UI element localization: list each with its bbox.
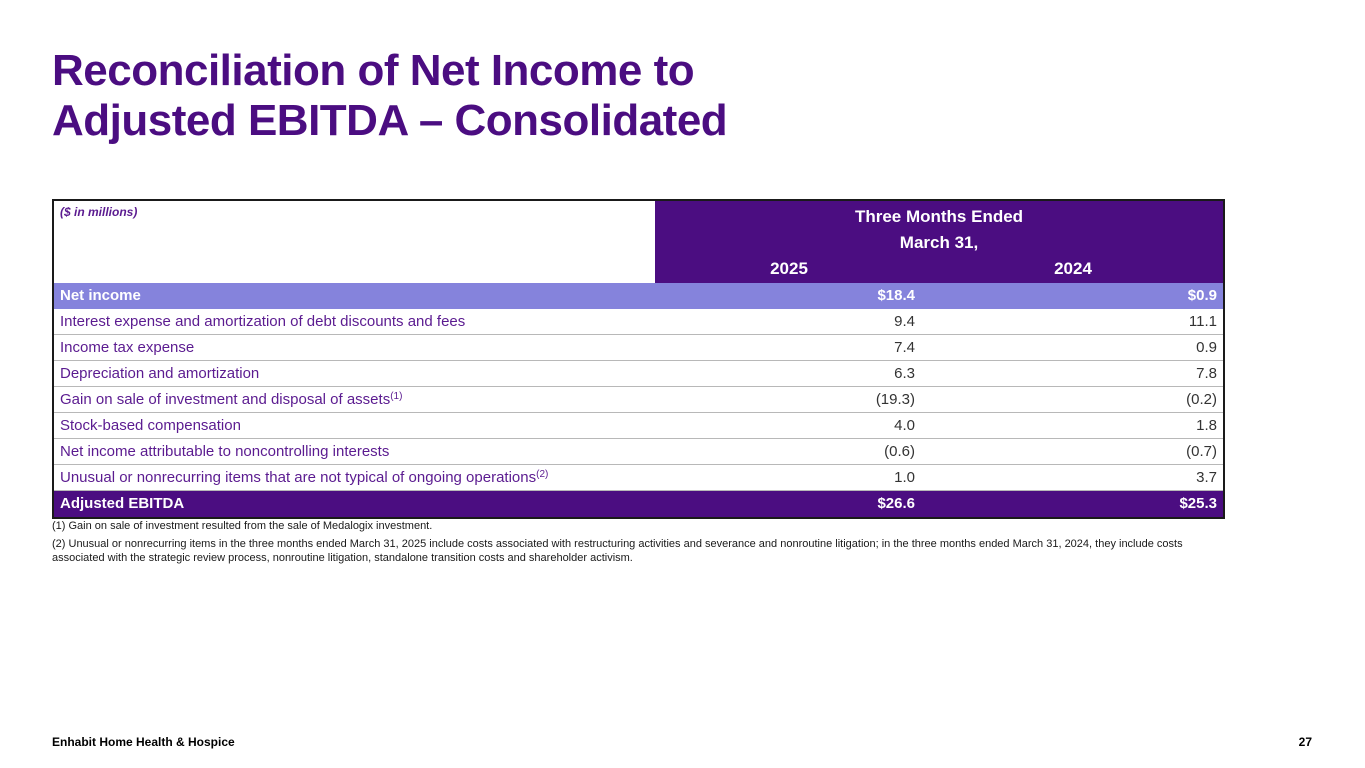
row-label-text: Interest expense and amortization of debt discounts and fees [60,313,466,330]
table-row-stock-compensation [54,413,1223,439]
row-value-2025: 9.4 [894,313,915,330]
row-value-2024: 1.8 [1196,417,1217,434]
period-header-line2: March 31, [899,233,979,252]
slide-title-line1: Reconciliation of Net Income to [52,46,695,95]
row-value-2025: (19.3) [875,391,915,408]
table-row-noncontrolling-interests [54,439,1223,465]
row-value-2024: $0.9 [1187,287,1217,304]
row-label-text: Stock-based compensation [60,417,241,434]
row-value-2024: (0.2) [1186,391,1217,408]
row-value-2025: $26.6 [877,495,915,512]
row-value-2024: 7.8 [1196,365,1217,382]
period-header-line1: Three Months Ended [854,207,1024,226]
table-row-adjusted-ebitda [54,491,1223,517]
reconciliation-table [52,199,1225,519]
row-label-text: Depreciation and amortization [60,365,260,382]
slide-title [52,46,727,146]
row-value-2024: 3.7 [1196,469,1217,486]
row-label-text: Adjusted EBITDA [60,495,185,512]
table-row-depreciation [54,361,1223,387]
row-label [54,387,655,412]
row-label [54,335,655,360]
row-value-2025: 7.4 [894,339,915,356]
table-row-net-income [54,283,1223,309]
row-value-2025: (0.6) [884,443,915,460]
units-label: ($ in millions) [54,201,655,283]
row-value-2025: 6.3 [894,365,915,382]
footer-company: Enhabit Home Health & Hospice [52,735,235,749]
slide-title-line2: Adjusted EBITDA – Consolidated [52,96,728,145]
row-value-2024: 0.9 [1196,339,1217,356]
row-label [54,361,655,386]
row-label-text: Net income [60,287,141,304]
row-label [54,309,655,334]
year-2024-header: 2024 [1054,259,1092,278]
row-label [54,491,655,517]
row-label-text: Gain on sale of investment and disposal of assets [60,391,391,408]
footnote-1: (1) Gain on sale of investment resulted from the sale of Medalogix investment. [52,520,433,532]
row-value-2025: $18.4 [877,287,915,304]
row-label-text: Income tax expense [60,339,195,356]
table-row-income-tax [54,335,1223,361]
row-label-text: Net income attributable to noncontrolling interests [60,443,390,460]
row-label [54,283,655,309]
row-value-2024: 11.1 [1188,313,1217,330]
row-value-2025: 4.0 [894,417,915,434]
row-label-text: Unusual or nonrecurring items that are not typical of ongoing operations [60,469,537,486]
table-header [54,201,1223,283]
footnote-marker: (1) [390,391,403,402]
year-headers [655,258,1223,280]
footnotes [52,519,1202,569]
table-row-gain-on-sale [54,387,1223,413]
row-label [54,413,655,438]
page-number: 27 [1298,735,1312,749]
row-value-2024: $25.3 [1179,495,1217,512]
footnote-marker: (2) [536,469,549,480]
row-value-2025: 1.0 [894,469,915,486]
year-2025-header: 2025 [770,259,808,278]
table-row-interest-expense [54,309,1223,335]
footnote-2: (2) Unusual or nonrecurring items in the three months ended March 31, 2025 include costs associated with restructuring activities and severance and nonroutine litigation; in the three months ended March 31, 2024, they include costs associated with the strategic review process, nonroutine litigation, standalone transition costs and shareholder activism. [52,538,1183,564]
row-label [54,465,655,490]
row-label [54,439,655,464]
row-value-2024: (0.7) [1186,443,1217,460]
period-header [655,201,1223,283]
table-row-unusual-items [54,465,1223,491]
